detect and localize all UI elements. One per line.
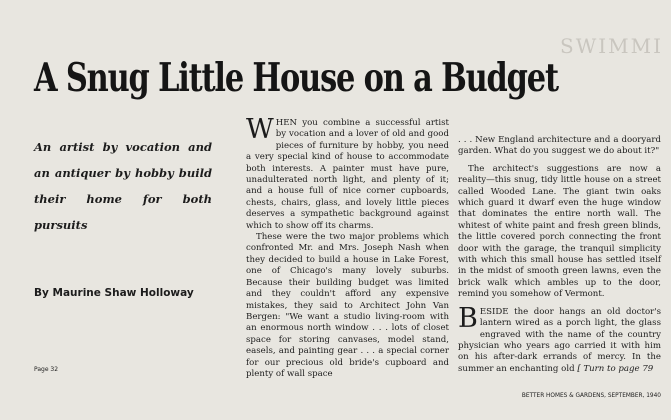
body-column-1 — [246, 114, 449, 380]
lead-in: ESIDE — [479, 306, 509, 317]
body-paragraph: These were the two major problems which confronted Mr. and Mrs. Joseph Nash when they decided to build a house in Lake Forest, one of Chicago's many lovely suburbs. Because their building budget was limited and they couldn't afford any expensive mistakes, they said to Architect John Van Bergen: "We want a studio living-room with an enormous north window . . . lots of closet space for storing canvases, model stand, easels, and painting gear . . . a special corner for our precious old bride's cupboard and plenty of wall space — [246, 232, 449, 379]
drop-cap: B — [458, 302, 478, 334]
body-paragraph — [458, 302, 662, 375]
body-paragraph: The architect's suggestions are now a reality—this snug, tidy little house on a street called Wooded Lane. The giant twin oaks which guard it dwarf even the huge window that dominates the entire north wall. The whitest of white paint and fresh green blinds, the little covered porch connecting the front door with the garage, the tranquil simplicity with which this small house has settled itself in the midst of smooth green lawns, even the brick walk which ambles up to the door, remind you somehow of Vermont. — [458, 163, 661, 300]
body-paragraph — [246, 114, 449, 232]
body-column-2 — [458, 135, 661, 375]
continued-on-link: [ Turn to page 79 — [577, 363, 654, 374]
article-headline: A Snug Little House on a Budget — [34, 55, 558, 102]
lead-in: HEN — [275, 118, 298, 128]
paragraph-text: you combine a successful artist by vocation and a lover of old and good pieces of furniture by hobby, you need a very special kind of house to accommodate both interests. A painter must have pure, unadulterated north light, and plenty of it; and a house full of nice corner cupboards, chests, chairs, glass, and lovely little pieces deserves a sympathetic background against which to show off its charms. — [246, 118, 449, 231]
paragraph-text: the door hangs an old doctor's lantern wired as a porch light, the glass engraved with the name of the country physician who years ago carried it with him on his after-dark errands of mercy. In the summer an enchanting old — [458, 306, 662, 374]
facing-page-bleed-text: SWIMMI — [560, 34, 664, 58]
drop-cap: W — [246, 114, 274, 145]
page-number: Page 32 — [34, 366, 59, 373]
article-deck: An artist by vocation and an antiquer by hobby build their home for both pursuits — [34, 140, 212, 232]
body-paragraph: . . . New England architecture and a dooryard garden. What do you suggest we do about it?" — [458, 135, 661, 157]
page-footer: BETTER HOMES & GARDENS, SEPTEMBER, 1940 — [521, 393, 661, 399]
article-byline: By Maurine Shaw Holloway — [34, 287, 194, 299]
